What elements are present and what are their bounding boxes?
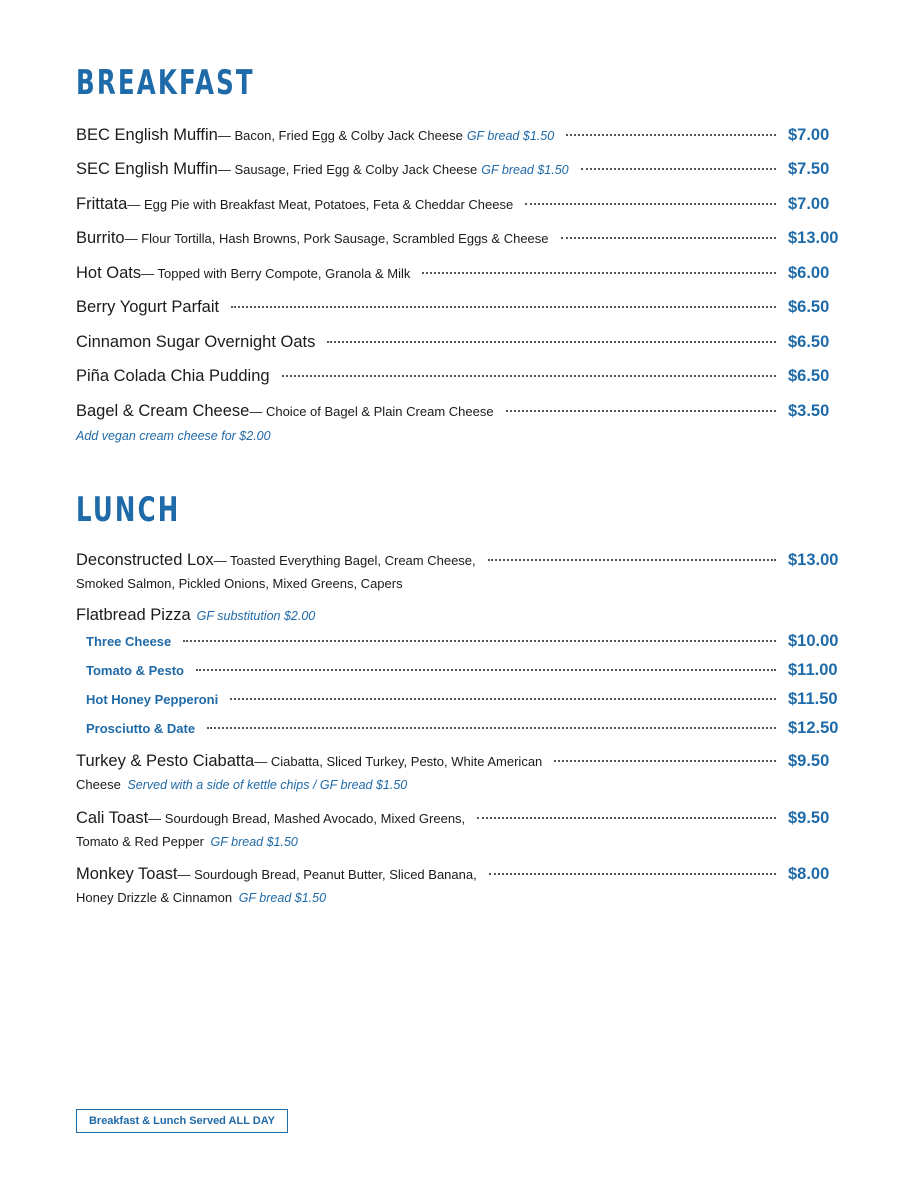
item-description-cont: Tomato & Red Pepper — [76, 834, 204, 849]
item-description: — Ciabatta, Sliced Turkey, Pesto, White American — [254, 754, 543, 769]
option-name: Prosciutto & Date — [86, 721, 196, 736]
item-price: $6.50 — [788, 367, 830, 385]
item-description: — Sourdough Bread, Mashed Avocado, Mixed Greens, — [148, 811, 466, 826]
item-gf-note: Served with a side of kettle chips / GF bread $1.50 — [127, 778, 408, 792]
item-price: $7.00 — [788, 195, 830, 213]
item-name: Bagel & Cream Cheese — [76, 402, 250, 420]
menu-item-hot-oats — [76, 264, 844, 283]
item-name: Deconstructed Lox — [76, 551, 214, 569]
item-name: Hot Oats — [76, 264, 142, 282]
item-price: $9.50 — [788, 752, 830, 770]
item-name: Monkey Toast — [76, 865, 178, 883]
leader-dots — [231, 306, 776, 308]
leader-dots — [207, 727, 776, 729]
item-name: Cali Toast — [76, 809, 149, 827]
item-name: Cinnamon Sugar Overnight Oats — [76, 333, 316, 351]
item-description: — Egg Pie with Breakfast Meat, Potatoes, Feta & Cheddar Cheese — [127, 197, 514, 212]
leader-dots — [561, 237, 776, 239]
item-price: $6.50 — [788, 333, 830, 351]
leader-dots — [183, 640, 776, 642]
item-price: $9.50 — [788, 809, 830, 827]
leader-dots — [477, 817, 776, 819]
item-description: — Bacon, Fried Egg & Colby Jack Cheese — [217, 128, 463, 143]
leader-dots — [488, 559, 776, 561]
item-price: $8.00 — [788, 865, 830, 883]
menu-item-cali-toast — [76, 809, 844, 849]
leader-dots — [506, 410, 776, 412]
leader-dots — [196, 669, 776, 671]
item-description: — Sausage, Fried Egg & Colby Jack Cheese — [217, 162, 478, 177]
item-name: Turkey & Pesto Ciabatta — [76, 752, 255, 770]
menu-item-bec — [76, 126, 844, 145]
item-name: Flatbread Pizza — [76, 606, 191, 624]
leader-dots — [525, 203, 776, 205]
item-price: $13.00 — [788, 229, 839, 247]
leader-dots — [230, 698, 776, 700]
item-price: $7.00 — [788, 126, 830, 144]
menu-item-parfait — [76, 298, 844, 317]
item-name: Piña Colada Chia Pudding — [76, 367, 270, 385]
pizza-option — [76, 719, 844, 738]
pizza-option — [76, 690, 844, 709]
menu-item-sec — [76, 160, 844, 179]
menu-item-burrito — [76, 229, 844, 248]
menu-item-lox — [76, 551, 844, 591]
lunch-heading: LUNCH — [76, 490, 181, 530]
menu-item-overnight-oats — [76, 333, 844, 352]
item-name: Frittata — [76, 195, 128, 213]
item-gf-note: GF bread $1.50 — [466, 129, 555, 143]
option-price: $10.00 — [788, 632, 839, 650]
item-description: — Choice of Bagel & Plain Cream Cheese — [249, 404, 494, 419]
leader-dots — [282, 375, 776, 377]
menu-item-monkey-toast — [76, 865, 844, 905]
leader-dots — [327, 341, 776, 343]
item-gf-note: GF bread $1.50 — [238, 891, 327, 905]
option-price: $11.00 — [788, 661, 838, 679]
item-description: — Toasted Everything Bagel, Cream Cheese, — [213, 553, 476, 568]
menu-item-turkey-ciabatta — [76, 752, 844, 792]
leader-dots — [566, 134, 776, 136]
item-price: $7.50 — [788, 160, 830, 178]
item-price: $13.00 — [788, 551, 839, 569]
pizza-option — [76, 632, 844, 651]
option-name: Hot Honey Pepperoni — [86, 692, 219, 707]
menu-item-bagel — [76, 402, 844, 443]
item-name: Berry Yogurt Parfait — [76, 298, 220, 316]
item-gf-note: GF bread $1.50 — [481, 163, 569, 177]
pizza-option — [76, 661, 844, 680]
item-description-cont: Honey Drizzle & Cinnamon — [76, 890, 233, 905]
option-name: Tomato & Pesto — [86, 663, 184, 678]
item-name: BEC English Muffin — [76, 126, 218, 144]
option-name: Three Cheese — [86, 634, 172, 649]
menu-item-frittata — [76, 195, 844, 214]
option-price: $12.50 — [788, 719, 839, 737]
item-price: $6.50 — [788, 298, 830, 316]
item-name: SEC English Muffin — [76, 160, 218, 178]
item-description-cont: Cheese — [76, 777, 121, 792]
leader-dots — [581, 168, 776, 170]
item-description: — Topped with Berry Compote, Granola & Milk — [141, 266, 411, 281]
item-description: — Flour Tortilla, Hash Browns, Pork Sausage, Scrambled Eggs & Cheese — [124, 231, 549, 246]
menu-item-chia-pudding — [76, 367, 844, 386]
item-note: Add vegan cream cheese for $2.00 — [76, 429, 271, 443]
leader-dots — [422, 272, 776, 274]
leader-dots — [489, 873, 776, 875]
leader-dots — [554, 760, 776, 762]
item-description-cont: Smoked Salmon, Pickled Onions, Mixed Greens, Capers — [76, 576, 403, 591]
menu-item-flatbread — [76, 606, 844, 625]
item-gf-note: GF bread $1.50 — [210, 835, 298, 849]
option-price: $11.50 — [788, 690, 838, 708]
item-name: Burrito — [76, 229, 125, 247]
served-all-day-badge: Breakfast & Lunch Served ALL DAY — [76, 1109, 288, 1133]
item-price: $3.50 — [788, 402, 830, 420]
item-price: $6.00 — [788, 264, 830, 282]
item-description: — Sourdough Bread, Peanut Butter, Sliced Banana, — [177, 867, 477, 882]
breakfast-heading: BREAKFAST — [76, 63, 255, 103]
item-gf-note: GF substitution $2.00 — [196, 609, 316, 623]
